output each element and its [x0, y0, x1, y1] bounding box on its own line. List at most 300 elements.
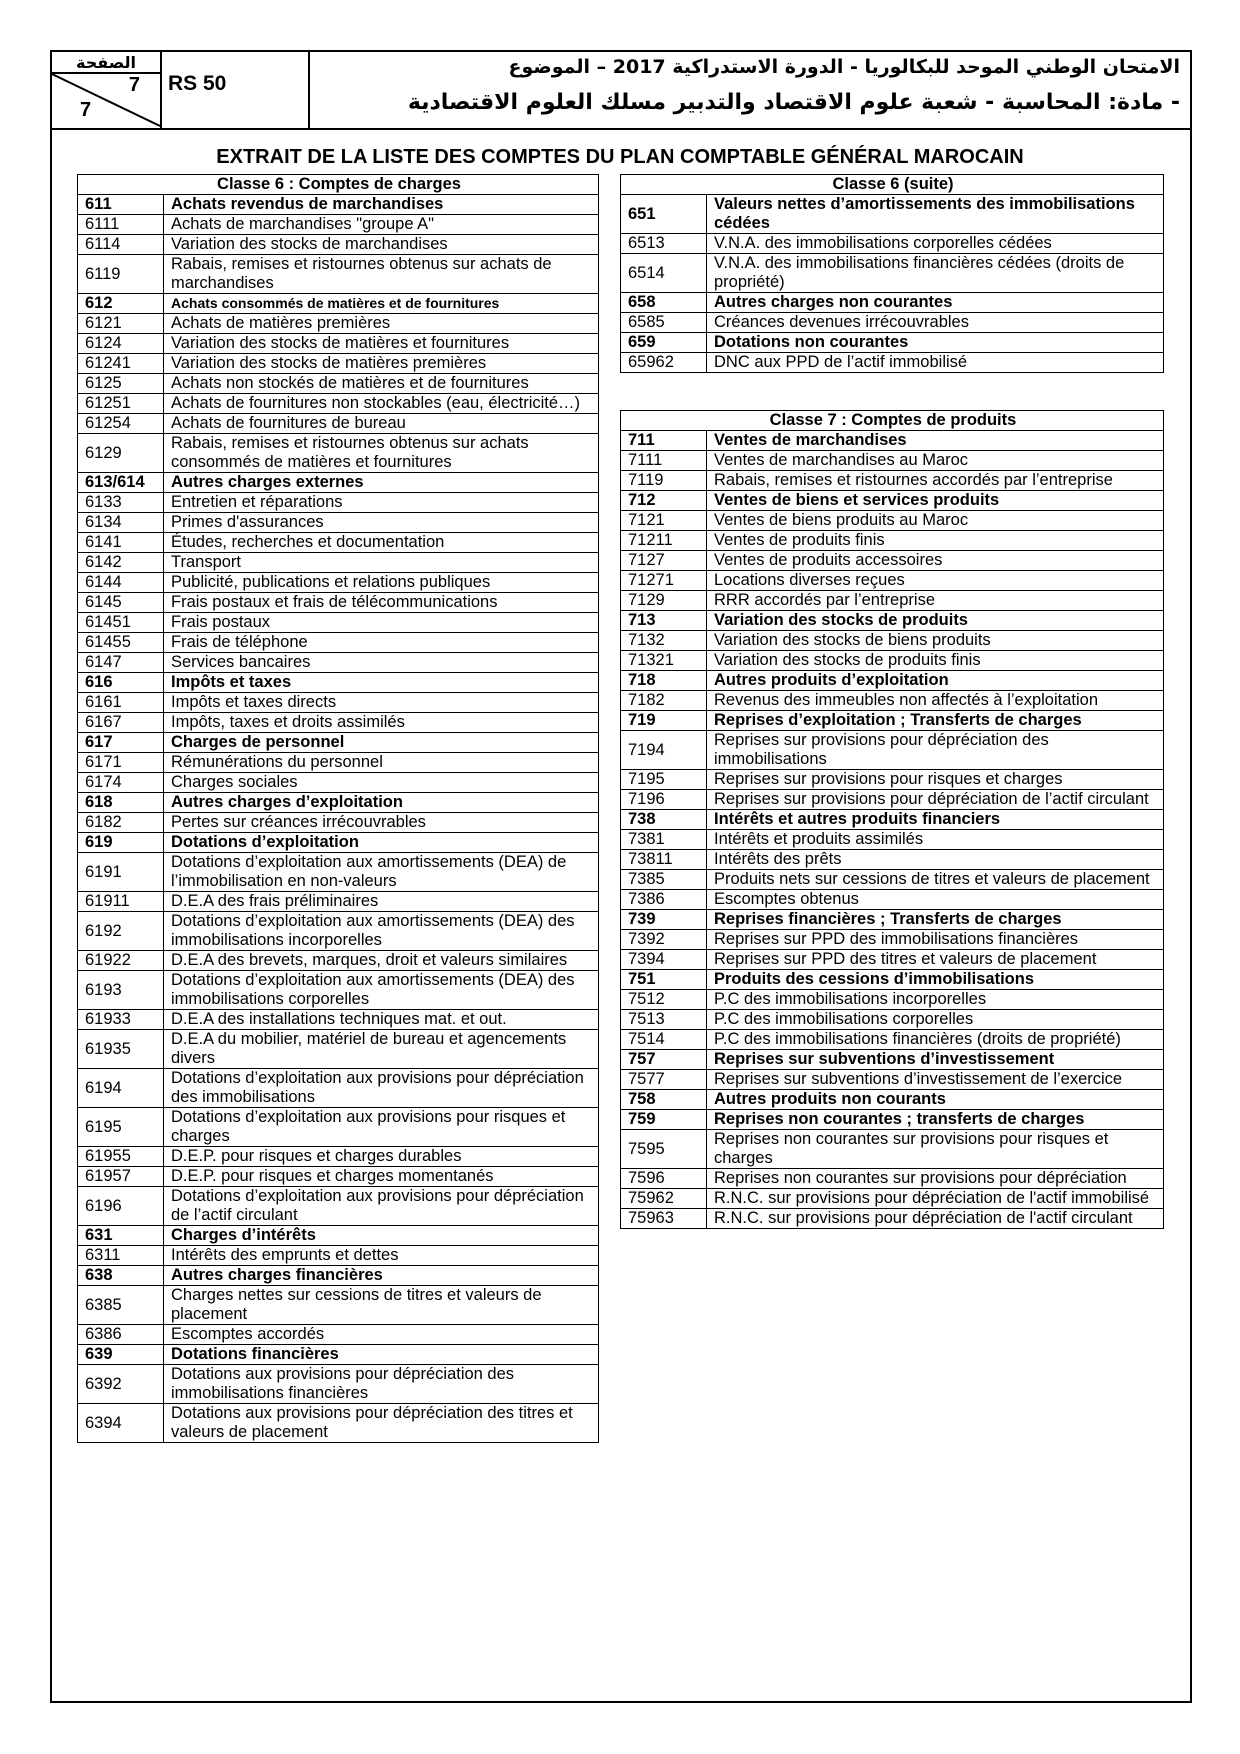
account-code: 6196 [78, 1187, 164, 1226]
table-row [621, 1110, 1164, 1130]
account-code: 61451 [78, 613, 164, 633]
table-row [621, 810, 1164, 830]
account-code: 61955 [78, 1147, 164, 1167]
account-code: 65962 [621, 353, 707, 373]
account-code: 75962 [621, 1189, 707, 1209]
account-label: D.E.A des frais préliminaires [164, 892, 599, 912]
account-label: Primes d'assurances [164, 513, 599, 533]
account-code: 6145 [78, 593, 164, 613]
account-label: Produits des cessions d’immobilisations [707, 970, 1164, 990]
table-row [78, 1147, 599, 1167]
exam-reference: RS 50 [162, 52, 310, 128]
account-code: 6114 [78, 235, 164, 255]
account-code: 6125 [78, 374, 164, 394]
table-row [78, 951, 599, 971]
table-row [621, 491, 1164, 511]
account-label: Autres produits d’exploitation [707, 671, 1164, 691]
table-row [621, 671, 1164, 691]
table-row [621, 1209, 1164, 1229]
table-row [621, 1050, 1164, 1070]
account-code: 6174 [78, 773, 164, 793]
account-code: 6191 [78, 853, 164, 892]
charges-continued-table [620, 174, 1164, 373]
account-label: Rabais, remises et ristournes obtenus sur achats de marchandises [164, 255, 599, 294]
table-row [621, 1169, 1164, 1189]
account-code: 7195 [621, 770, 707, 790]
table-row [78, 1266, 599, 1286]
table-row [621, 313, 1164, 333]
table-row [621, 431, 1164, 451]
table-row [621, 990, 1164, 1010]
table-row [78, 1226, 599, 1246]
account-code: 7513 [621, 1010, 707, 1030]
account-label: Ventes de marchandises au Maroc [707, 451, 1164, 471]
account-code: 6194 [78, 1069, 164, 1108]
account-label: Dotations non courantes [707, 333, 1164, 353]
account-label: Autres charges externes [164, 473, 599, 493]
table-row [621, 790, 1164, 810]
table-row [78, 653, 599, 673]
table-row [78, 1167, 599, 1187]
account-code: 759 [621, 1110, 707, 1130]
account-label: Frais de téléphone [164, 633, 599, 653]
table-row [621, 451, 1164, 471]
account-code: 739 [621, 910, 707, 930]
account-code: 6386 [78, 1325, 164, 1345]
account-label: Reprises sur provisions pour risques et charges [707, 770, 1164, 790]
account-label: Rabais, remises et ristournes accordés par l’entreprise [707, 471, 1164, 491]
account-label: Dotations aux provisions pour dépréciation des immobilisations financières [164, 1365, 599, 1404]
table-row [621, 950, 1164, 970]
account-code: 613/614 [78, 473, 164, 493]
account-label: Charges sociales [164, 773, 599, 793]
account-label: RRR accordés par l’entreprise [707, 591, 1164, 611]
account-label: D.E.A des installations techniques mat. et out. [164, 1010, 599, 1030]
account-label: Variation des stocks de marchandises [164, 235, 599, 255]
table-row [621, 1189, 1164, 1209]
account-label: V.N.A. des immobilisations corporelles cédées [707, 234, 1164, 254]
account-label: Reprises sur subventions d’investissement de l’exercice [707, 1070, 1164, 1090]
account-code: 6147 [78, 653, 164, 673]
account-code: 7577 [621, 1070, 707, 1090]
account-label: Ventes de biens produits au Maroc [707, 511, 1164, 531]
account-label: DNC aux PPD de l’actif immobilisé [707, 353, 1164, 373]
exam-title-line2: - مادة: المحاسبة - شعبة علوم الاقتصاد والتدبير مسلك العلوم الاقتصادية [407, 90, 1180, 115]
table-row [78, 912, 599, 951]
account-code: 7514 [621, 1030, 707, 1050]
table-row [78, 853, 599, 892]
account-code: 7111 [621, 451, 707, 471]
table-row [78, 414, 599, 434]
account-code: 7119 [621, 471, 707, 491]
account-label: Dotations financières [164, 1345, 599, 1365]
page-divider-line [52, 72, 160, 128]
table-row [78, 1286, 599, 1325]
account-code: 618 [78, 793, 164, 813]
table-header [621, 175, 1164, 195]
account-label: Ventes de produits accessoires [707, 551, 1164, 571]
table-row [621, 691, 1164, 711]
account-code: 658 [621, 293, 707, 313]
account-label: Reprises sur provisions pour dépréciation des immobilisations [707, 731, 1164, 770]
account-label: Reprises non courantes sur provisions pour dépréciation [707, 1169, 1164, 1189]
table-row [78, 1187, 599, 1226]
account-code: 6161 [78, 693, 164, 713]
account-code: 73811 [621, 850, 707, 870]
table-row [621, 195, 1164, 234]
table-row [78, 593, 599, 613]
account-label: Ventes de marchandises [707, 431, 1164, 451]
account-code: 61957 [78, 1167, 164, 1187]
account-code: 718 [621, 671, 707, 691]
account-code: 6171 [78, 753, 164, 773]
table-row [621, 254, 1164, 293]
account-code: 713 [621, 611, 707, 631]
table-row [78, 374, 599, 394]
account-label: Rabais, remises et ristournes obtenus sur achats consommés de matières et fournitures [164, 434, 599, 473]
table-row [621, 611, 1164, 631]
table-row [621, 830, 1164, 850]
account-label: Intérêts des emprunts et dettes [164, 1246, 599, 1266]
table-row [621, 1090, 1164, 1110]
account-label: Reprises sur PPD des immobilisations financières [707, 930, 1164, 950]
document-title: EXTRAIT DE LA LISTE DES COMPTES DU PLAN COMPTABLE GÉNÉRAL MAROCAIN [216, 146, 1024, 168]
account-label: Reprises non courantes sur provisions pour risques et charges [707, 1130, 1164, 1169]
charges-table [77, 174, 599, 1443]
table-row [78, 1325, 599, 1345]
account-code: 6182 [78, 813, 164, 833]
account-code: 611 [78, 195, 164, 215]
page-total: 7 [80, 99, 92, 121]
account-label: Autres charges non courantes [707, 293, 1164, 313]
account-code: 6392 [78, 1365, 164, 1404]
account-label: Reprises sur provisions pour dépréciation de l’actif circulant [707, 790, 1164, 810]
account-code: 75963 [621, 1209, 707, 1229]
table-row [78, 813, 599, 833]
account-label: Pertes sur créances irrécouvrables [164, 813, 599, 833]
table-row [621, 770, 1164, 790]
table-row [78, 773, 599, 793]
table-row [78, 493, 599, 513]
account-code: 7512 [621, 990, 707, 1010]
table-row [621, 1130, 1164, 1169]
table-row [621, 930, 1164, 950]
account-label: Reprises sur subventions d’investissement [707, 1050, 1164, 1070]
account-code: 738 [621, 810, 707, 830]
account-label: Charges de personnel [164, 733, 599, 753]
account-code: 7386 [621, 890, 707, 910]
account-label: D.E.P. pour risques et charges durables [164, 1147, 599, 1167]
account-label: Variation des stocks de matières premières [164, 354, 599, 374]
account-code: 617 [78, 733, 164, 753]
account-label: Dotations d’exploitation aux amortissements (DEA) de l’immobilisation en non-valeurs [164, 853, 599, 892]
table-row [78, 753, 599, 773]
account-code: 7132 [621, 631, 707, 651]
account-label: Dotations d’exploitation aux provisions pour dépréciation de l’actif circulant [164, 1187, 599, 1226]
account-label: Ventes de biens et services produits [707, 491, 1164, 511]
table-row [78, 354, 599, 374]
account-code: 6111 [78, 215, 164, 235]
account-label: Produits nets sur cessions de titres et valeurs de placement [707, 870, 1164, 890]
account-code: 61922 [78, 951, 164, 971]
account-code: 6311 [78, 1246, 164, 1266]
account-code: 71211 [621, 531, 707, 551]
table-row [78, 255, 599, 294]
table-row [78, 1010, 599, 1030]
account-code: 61911 [78, 892, 164, 912]
table-row [621, 571, 1164, 591]
table-row [78, 1069, 599, 1108]
table-row [78, 195, 599, 215]
table-row [621, 850, 1164, 870]
account-label: R.N.C. sur provisions pour dépréciation de l'actif immobilisé [707, 1189, 1164, 1209]
table-row [621, 333, 1164, 353]
account-label: Dotations d’exploitation aux amortissements (DEA) des immobilisations incorporelles [164, 912, 599, 951]
table-row [78, 314, 599, 334]
account-label: Achats de fournitures non stockables (eau, électricité…) [164, 394, 599, 414]
page-current: 7 [128, 74, 140, 96]
table-row [621, 234, 1164, 254]
table-row [78, 633, 599, 653]
account-label: Achats non stockés de matières et de fournitures [164, 374, 599, 394]
account-label: Intérêts et autres produits financiers [707, 810, 1164, 830]
table-row [621, 870, 1164, 890]
account-code: 757 [621, 1050, 707, 1070]
account-label: Intérêts et produits assimilés [707, 830, 1164, 850]
account-code: 651 [621, 195, 707, 234]
account-label: Revenus des immeubles non affectés à l’exploitation [707, 691, 1164, 711]
table-row [78, 334, 599, 354]
table-row [621, 511, 1164, 531]
account-code: 71271 [621, 571, 707, 591]
table-row [78, 513, 599, 533]
account-label: Achats de marchandises "groupe A" [164, 215, 599, 235]
account-code: 7595 [621, 1130, 707, 1169]
account-label: Achats consommés de matières et de fournitures [164, 294, 599, 314]
table-row [78, 294, 599, 314]
account-code: 7385 [621, 870, 707, 890]
account-code: 6134 [78, 513, 164, 533]
account-code: 659 [621, 333, 707, 353]
table-row [621, 631, 1164, 651]
account-label: P.C des immobilisations incorporelles [707, 990, 1164, 1010]
table-row [621, 910, 1164, 930]
account-code: 6119 [78, 255, 164, 294]
account-code: 6144 [78, 573, 164, 593]
account-code: 619 [78, 833, 164, 853]
account-label: Variation des stocks de matières et fournitures [164, 334, 599, 354]
account-label: P.C des immobilisations corporelles [707, 1010, 1164, 1030]
table-row [78, 1246, 599, 1266]
account-code: 6124 [78, 334, 164, 354]
account-label: Achats de matières premières [164, 314, 599, 334]
table-row [78, 1365, 599, 1404]
account-label: Impôts et taxes [164, 673, 599, 693]
account-label: D.E.A des brevets, marques, droit et valeurs similaires [164, 951, 599, 971]
account-code: 7129 [621, 591, 707, 611]
table-row [621, 731, 1164, 770]
table-header-cell: Classe 6 : Comptes de charges [78, 175, 599, 195]
account-code: 6195 [78, 1108, 164, 1147]
table-row [78, 1108, 599, 1147]
account-label: Rémunérations du personnel [164, 753, 599, 773]
account-label: Achats revendus de marchandises [164, 195, 599, 215]
account-code: 61241 [78, 354, 164, 374]
table-header [78, 175, 599, 195]
account-code: 61935 [78, 1030, 164, 1069]
table-row [621, 1030, 1164, 1050]
account-label: Dotations d’exploitation aux amortissements (DEA) des immobilisations corporelles [164, 971, 599, 1010]
table-row [621, 1010, 1164, 1030]
table-row [78, 473, 599, 493]
account-label: Escomptes accordés [164, 1325, 599, 1345]
account-code: 6142 [78, 553, 164, 573]
account-code: 6513 [621, 234, 707, 254]
table-row [78, 793, 599, 813]
table-row [621, 353, 1164, 373]
table-row [621, 293, 1164, 313]
account-code: 6141 [78, 533, 164, 553]
account-label: Frais postaux et frais de télécommunications [164, 593, 599, 613]
account-label: Reprises non courantes ; transferts de charges [707, 1110, 1164, 1130]
account-label: D.E.A du mobilier, matériel de bureau et agencements divers [164, 1030, 599, 1069]
account-label: Valeurs nettes d’amortissements des immobilisations cédées [707, 195, 1164, 234]
account-label: Créances devenues irrécouvrables [707, 313, 1164, 333]
account-label: Reprises sur PPD des titres et valeurs de placement [707, 950, 1164, 970]
account-code: 751 [621, 970, 707, 990]
account-code: 61933 [78, 1010, 164, 1030]
account-code: 758 [621, 1090, 707, 1110]
account-label: Dotations d’exploitation aux provisions pour risques et charges [164, 1108, 599, 1147]
account-label: Autres charges financières [164, 1266, 599, 1286]
account-code: 7381 [621, 830, 707, 850]
table-row [78, 713, 599, 733]
table-row [78, 833, 599, 853]
account-label: Reprises d’exploitation ; Transferts de charges [707, 711, 1164, 731]
account-code: 6193 [78, 971, 164, 1010]
account-code: 61455 [78, 633, 164, 653]
account-code: 7394 [621, 950, 707, 970]
account-code: 6394 [78, 1404, 164, 1443]
page-number-box [52, 52, 162, 128]
account-code: 639 [78, 1345, 164, 1365]
table-row [78, 892, 599, 912]
table-row [78, 434, 599, 473]
account-label: Frais postaux [164, 613, 599, 633]
account-label: Ventes de produits finis [707, 531, 1164, 551]
account-label: Variation des stocks de produits finis [707, 651, 1164, 671]
table-row [78, 733, 599, 753]
account-label: Achats de fournitures de bureau [164, 414, 599, 434]
table-row [78, 533, 599, 553]
table-row [78, 673, 599, 693]
table-row [621, 471, 1164, 491]
account-label: Autres charges d’exploitation [164, 793, 599, 813]
table-row [78, 1404, 599, 1443]
table-row [621, 1070, 1164, 1090]
exam-header [52, 52, 1190, 130]
account-label: Escomptes obtenus [707, 890, 1164, 910]
account-code: 616 [78, 673, 164, 693]
table-row [78, 553, 599, 573]
table-row [78, 693, 599, 713]
account-label: Dotations d’exploitation aux provisions pour dépréciation des immobilisations [164, 1069, 599, 1108]
account-label: Reprises financières ; Transferts de charges [707, 910, 1164, 930]
account-code: 711 [621, 431, 707, 451]
table-row [621, 890, 1164, 910]
account-label: Publicité, publications et relations publiques [164, 573, 599, 593]
table-header-cell: Classe 6 (suite) [621, 175, 1164, 195]
table-row [78, 235, 599, 255]
table-row [621, 711, 1164, 731]
table-row [621, 531, 1164, 551]
account-label: Dotations aux provisions pour dépréciation des titres et valeurs de placement [164, 1404, 599, 1443]
account-label: Charges nettes sur cessions de titres et valeurs de placement [164, 1286, 599, 1325]
account-code: 6514 [621, 254, 707, 293]
account-label: Variation des stocks de biens produits [707, 631, 1164, 651]
table-row [78, 1345, 599, 1365]
account-label: Variation des stocks de produits [707, 611, 1164, 631]
account-code: 6385 [78, 1286, 164, 1325]
exam-title-line1: الامتحان الوطني الموحد للبكالوريا - الدورة الاستدراكية 2017 – الموضوع [508, 56, 1180, 78]
account-code: 6167 [78, 713, 164, 733]
table-row [78, 971, 599, 1010]
account-code: 6585 [621, 313, 707, 333]
account-code: 7182 [621, 691, 707, 711]
account-code: 719 [621, 711, 707, 731]
account-code: 6133 [78, 493, 164, 513]
table-row [621, 651, 1164, 671]
account-label: Charges d’intérêts [164, 1226, 599, 1246]
account-code: 7196 [621, 790, 707, 810]
account-code: 7127 [621, 551, 707, 571]
account-code: 612 [78, 294, 164, 314]
account-code: 631 [78, 1226, 164, 1246]
account-code: 7194 [621, 731, 707, 770]
account-code: 6129 [78, 434, 164, 473]
account-label: Dotations d’exploitation [164, 833, 599, 853]
products-table [620, 410, 1164, 1229]
page-label: الصفحة [52, 54, 160, 74]
account-label: V.N.A. des immobilisations financières cédées (droits de propriété) [707, 254, 1164, 293]
account-code: 6192 [78, 912, 164, 951]
account-label: D.E.P. pour risques et charges momentanés [164, 1167, 599, 1187]
exam-title-arabic [310, 52, 1180, 128]
table-row [78, 215, 599, 235]
table-header [621, 411, 1164, 431]
account-label: Locations diverses reçues [707, 571, 1164, 591]
account-label: R.N.C. sur provisions pour dépréciation de l'actif circulant [707, 1209, 1164, 1229]
account-label: Intérêts des prêts [707, 850, 1164, 870]
table-row [621, 970, 1164, 990]
account-label: Impôts et taxes directs [164, 693, 599, 713]
table-row [78, 394, 599, 414]
account-code: 7596 [621, 1169, 707, 1189]
account-code: 638 [78, 1266, 164, 1286]
table-header-cell: Classe 7 : Comptes de produits [621, 411, 1164, 431]
account-label: Impôts, taxes et droits assimilés [164, 713, 599, 733]
table-row [621, 591, 1164, 611]
table-row [78, 573, 599, 593]
table-row [621, 551, 1164, 571]
account-label: Études, recherches et documentation [164, 533, 599, 553]
account-code: 7392 [621, 930, 707, 950]
account-code: 7121 [621, 511, 707, 531]
account-code: 71321 [621, 651, 707, 671]
account-label: P.C des immobilisations financières (droits de propriété) [707, 1030, 1164, 1050]
account-label: Autres produits non courants [707, 1090, 1164, 1110]
account-code: 712 [621, 491, 707, 511]
